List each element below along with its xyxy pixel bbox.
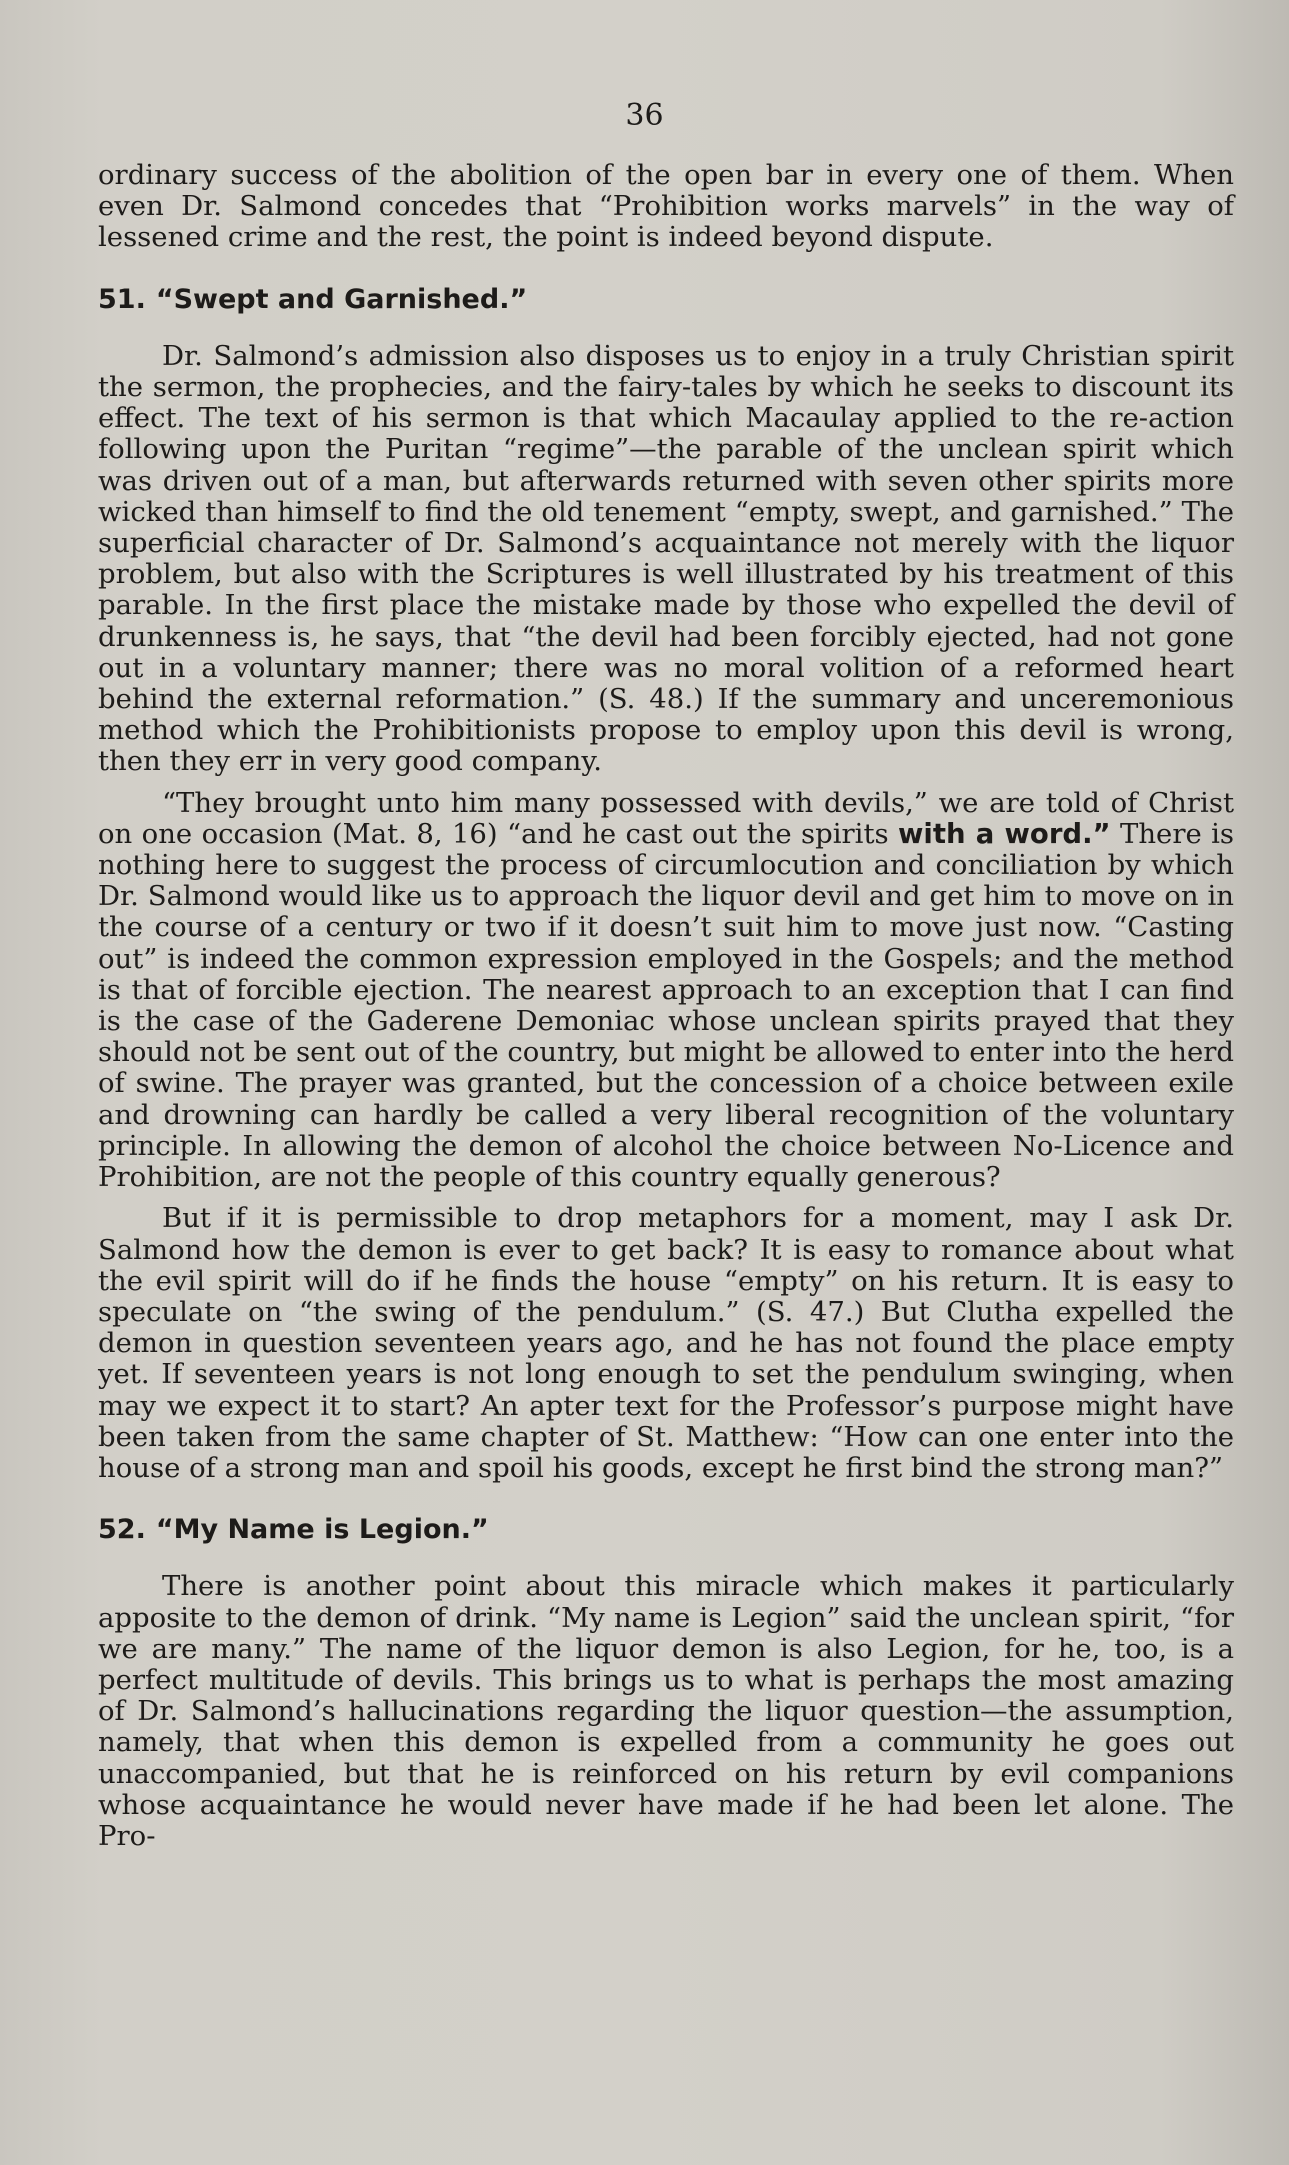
paragraph: [98, 788, 1234, 1194]
section-number: 52.: [98, 1514, 146, 1546]
section-number: 51.: [98, 283, 146, 315]
emphasis-text: with a word.”: [898, 817, 1111, 850]
paragraph: There is another point about this miracle which makes it particularly apposite to the demon of drink. “My name is Legion” said the unclean spirit, “for we are many.” The name of the liquor demon is also Legion, for he, too, is a perfect multitude of devils. This brings us to what is perhaps the most amazing of Dr. Salmond’s hallucinations regarding the liquor question—the assumption, namely, that when this demon is expelled from a community he goes out unaccompanied, but that he is reinforced on his return by evil companions whose acquaintance he would never have made if he had been let alone. The Pro-: [98, 1570, 1234, 1852]
section-heading-51: [98, 284, 1234, 315]
paragraph-text: There is nothing here to suggest the process of circumlocution and conciliation by which Dr. Salmond would like us to approach the liquor devil and get him to move on in the course of a century or two if it doesn’t suit him to move just now. “Casting out” is indeed the common expression employed in the Gospels; and the method is that of forcible ejection. The nearest approach to an exception that I can find is the case of the Gaderene Demoniac whose unclean spirits prayed that they should not be sent out of the country, but might be allowed to enter into the herd of swine. The prayer was granted, but the concession of a choice between exile and drowning can hardly be called a very liberal recognition of the voluntary principle. In allowing the demon of alcohol the choice between No-Licence and Prohibition, are not the people of this country equally generous?: [98, 817, 1235, 1194]
page-body: [98, 160, 1234, 1862]
paragraph-continued: ordinary success of the abolition of the open bar in every one of them. When even Dr. Salmond concedes that “Prohibition works marvels” in the way of lessened crime and the rest, the point is indeed beyond dispute.: [98, 159, 1234, 254]
section-heading-52: [98, 1514, 1234, 1545]
section-title: “Swept and Garnished.”: [155, 283, 528, 315]
page-number: 36: [625, 98, 664, 133]
paragraph: Dr. Salmond’s admission also disposes us to enjoy in a truly Christian spirit the sermon, the prophecies, and the fairy-tales by which he seeks to discount its effect. The text of his sermon is that which Macaulay applied to the re-action following upon the Puritan “regime”—the parable of the unclean spirit which was driven out of a man, but afterwards returned with seven other spirits more wicked than himself to find the old tenement “empty, swept, and garnished.” The superficial character of Dr. Salmond’s acquaintance not merely with the liquor problem, but also with the Scriptures is well illustrated by his treatment of this parable. In the first place the mistake made by those who expelled the devil of drunkenness is, he says, that “the devil had been forcibly ejected, had not gone out in a voluntary manner; there was no moral volition of a reformed heart behind the external reformation.” (S. 48.) If the summary and unceremonious method which the Prohibitionists propose to employ upon this devil is wrong, then they err in very good company.: [98, 339, 1234, 778]
paragraph: But if it is permissible to drop metaphors for a moment, may I ask Dr. Salmond how the demon is ever to get back? It is easy to romance about what the evil spirit will do if he finds the house “empty” on his return. It is easy to speculate on “the swing of the pendulum.” (S. 47.) But Clutha expelled the demon in question seventeen years ago, and he has not found the place empty yet. If seventeen years is not long enough to set the pendulum swinging, when may we expect it to start? An apter text for the Professor’s purpose might have been taken from the same chapter of St. Matthew: “How can one enter into the house of a strong man and spoil his goods, except he first bind the strong man?”: [98, 1202, 1234, 1484]
section-title: “My Name is Legion.”: [155, 1514, 489, 1546]
paragraph-text: “They brought unto him many possessed with devils,” we are told of Christ on one occasion (Mat. 8, 16) “and he cast out the spirits: [98, 786, 1234, 850]
